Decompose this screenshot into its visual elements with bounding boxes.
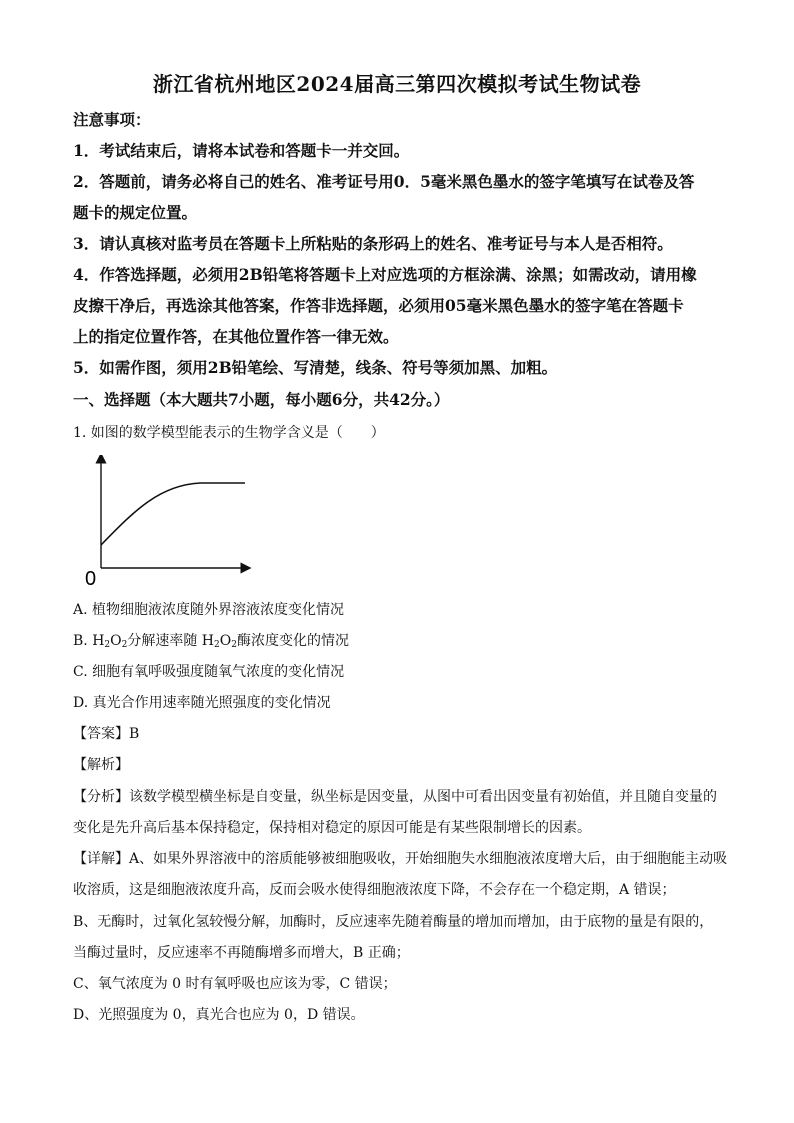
- notice-item-2-cont: 题卡的规定位置。: [73, 203, 198, 222]
- analysis-heading: 【解析】: [73, 757, 129, 773]
- exam-title: 浙江省杭州地区2024届高三第四次模拟考试生物试卷: [152, 72, 642, 96]
- notice-item-2: 2．答题前，请务必将自己的姓名、准考证号用0．5毫米黑色墨水的签字笔填写在试卷及答: [73, 172, 695, 191]
- question-stem: 1. 如图的数学模型能表示的生物学含义是（ ）: [73, 425, 385, 441]
- explanation-line-4: 收溶质，这是细胞液浓度升高，反而会吸水使得细胞液浓度下降，不会存在一个稳定期，A 错误；: [73, 882, 676, 898]
- option-d: D. 真光合作用速率随光照强度的变化情况: [73, 695, 331, 711]
- origin-label: 0: [85, 568, 97, 590]
- notice-item-4: 4．作答选择题，必须用2B铅笔将答题卡上对应选项的方框涂满、涂黑；如需改动，请用橡: [73, 265, 697, 284]
- notice-item-4-cont-1: 皮擦干净后，再选涂其他答案，作答非选择题，必须用05毫米黑色墨水的签字笔在答题卡: [73, 296, 684, 315]
- explanation-line-2: 变化是先升高后基本保持稳定，保持相对稳定的原因可能是有某些限制增长的因素。: [73, 820, 591, 836]
- notice-heading: 注意事项：: [73, 110, 151, 129]
- answer: 【答案】B: [73, 726, 140, 742]
- explanation-line-3: 【详解】A、如果外界溶液中的溶质能够被细胞吸收，开始细胞失水细胞液浓度增大后，由于细胞能主动吸: [73, 851, 728, 867]
- model-graph: [80, 455, 255, 590]
- section-heading: 一、选择题（本大题共7小题，每小题6分，共42分。）: [73, 390, 450, 409]
- notice-item-4-cont-2: 上的指定位置作答，在其他位置作答一律无效。: [73, 327, 399, 346]
- option-b: B. $H_2O_2$分解速率随 $H_2O_2$酶浓度变化的情况: [73, 633, 349, 650]
- explanation-line-5: B、无酶时，过氧化氢较慢分解，加酶时，反应速率先随着酶量的增加而增加，由于底物的量是有限的，: [73, 914, 714, 930]
- notice-item-5: 5．如需作图，须用2B铅笔绘、写清楚，线条、符号等须加黑、加粗。: [73, 358, 558, 377]
- explanation-line-1: 【分析】该数学模型横坐标是自变量，纵坐标是因变量，从图中可看出因变量有初始值，并且随自变量的: [73, 789, 717, 805]
- explanation-line-8: D、光照强度为 0，真光合也应为 0，D 错误。: [73, 1007, 365, 1023]
- option-c: C. 细胞有氧呼吸强度随氧气浓度的变化情况: [73, 664, 345, 680]
- notice-item-1: 1．考试结束后，请将本试卷和答题卡一并交回。: [73, 141, 410, 160]
- explanation-line-6: 当酶过量时，反应速率不再随酶增多而增大，B 正确；: [73, 945, 410, 961]
- saturation-curve: [101, 483, 245, 545]
- option-a: A. 植物细胞液浓度随外界溶液浓度变化情况: [73, 602, 345, 618]
- explanation-line-7: C、氧气浓度为 0 时有氧呼吸也应该为零，C 错误；: [73, 976, 397, 992]
- notice-item-3: 3．请认真核对监考员在答题卡上所粘贴的条形码上的姓名、准考证号与本人是否相符。: [73, 234, 673, 253]
